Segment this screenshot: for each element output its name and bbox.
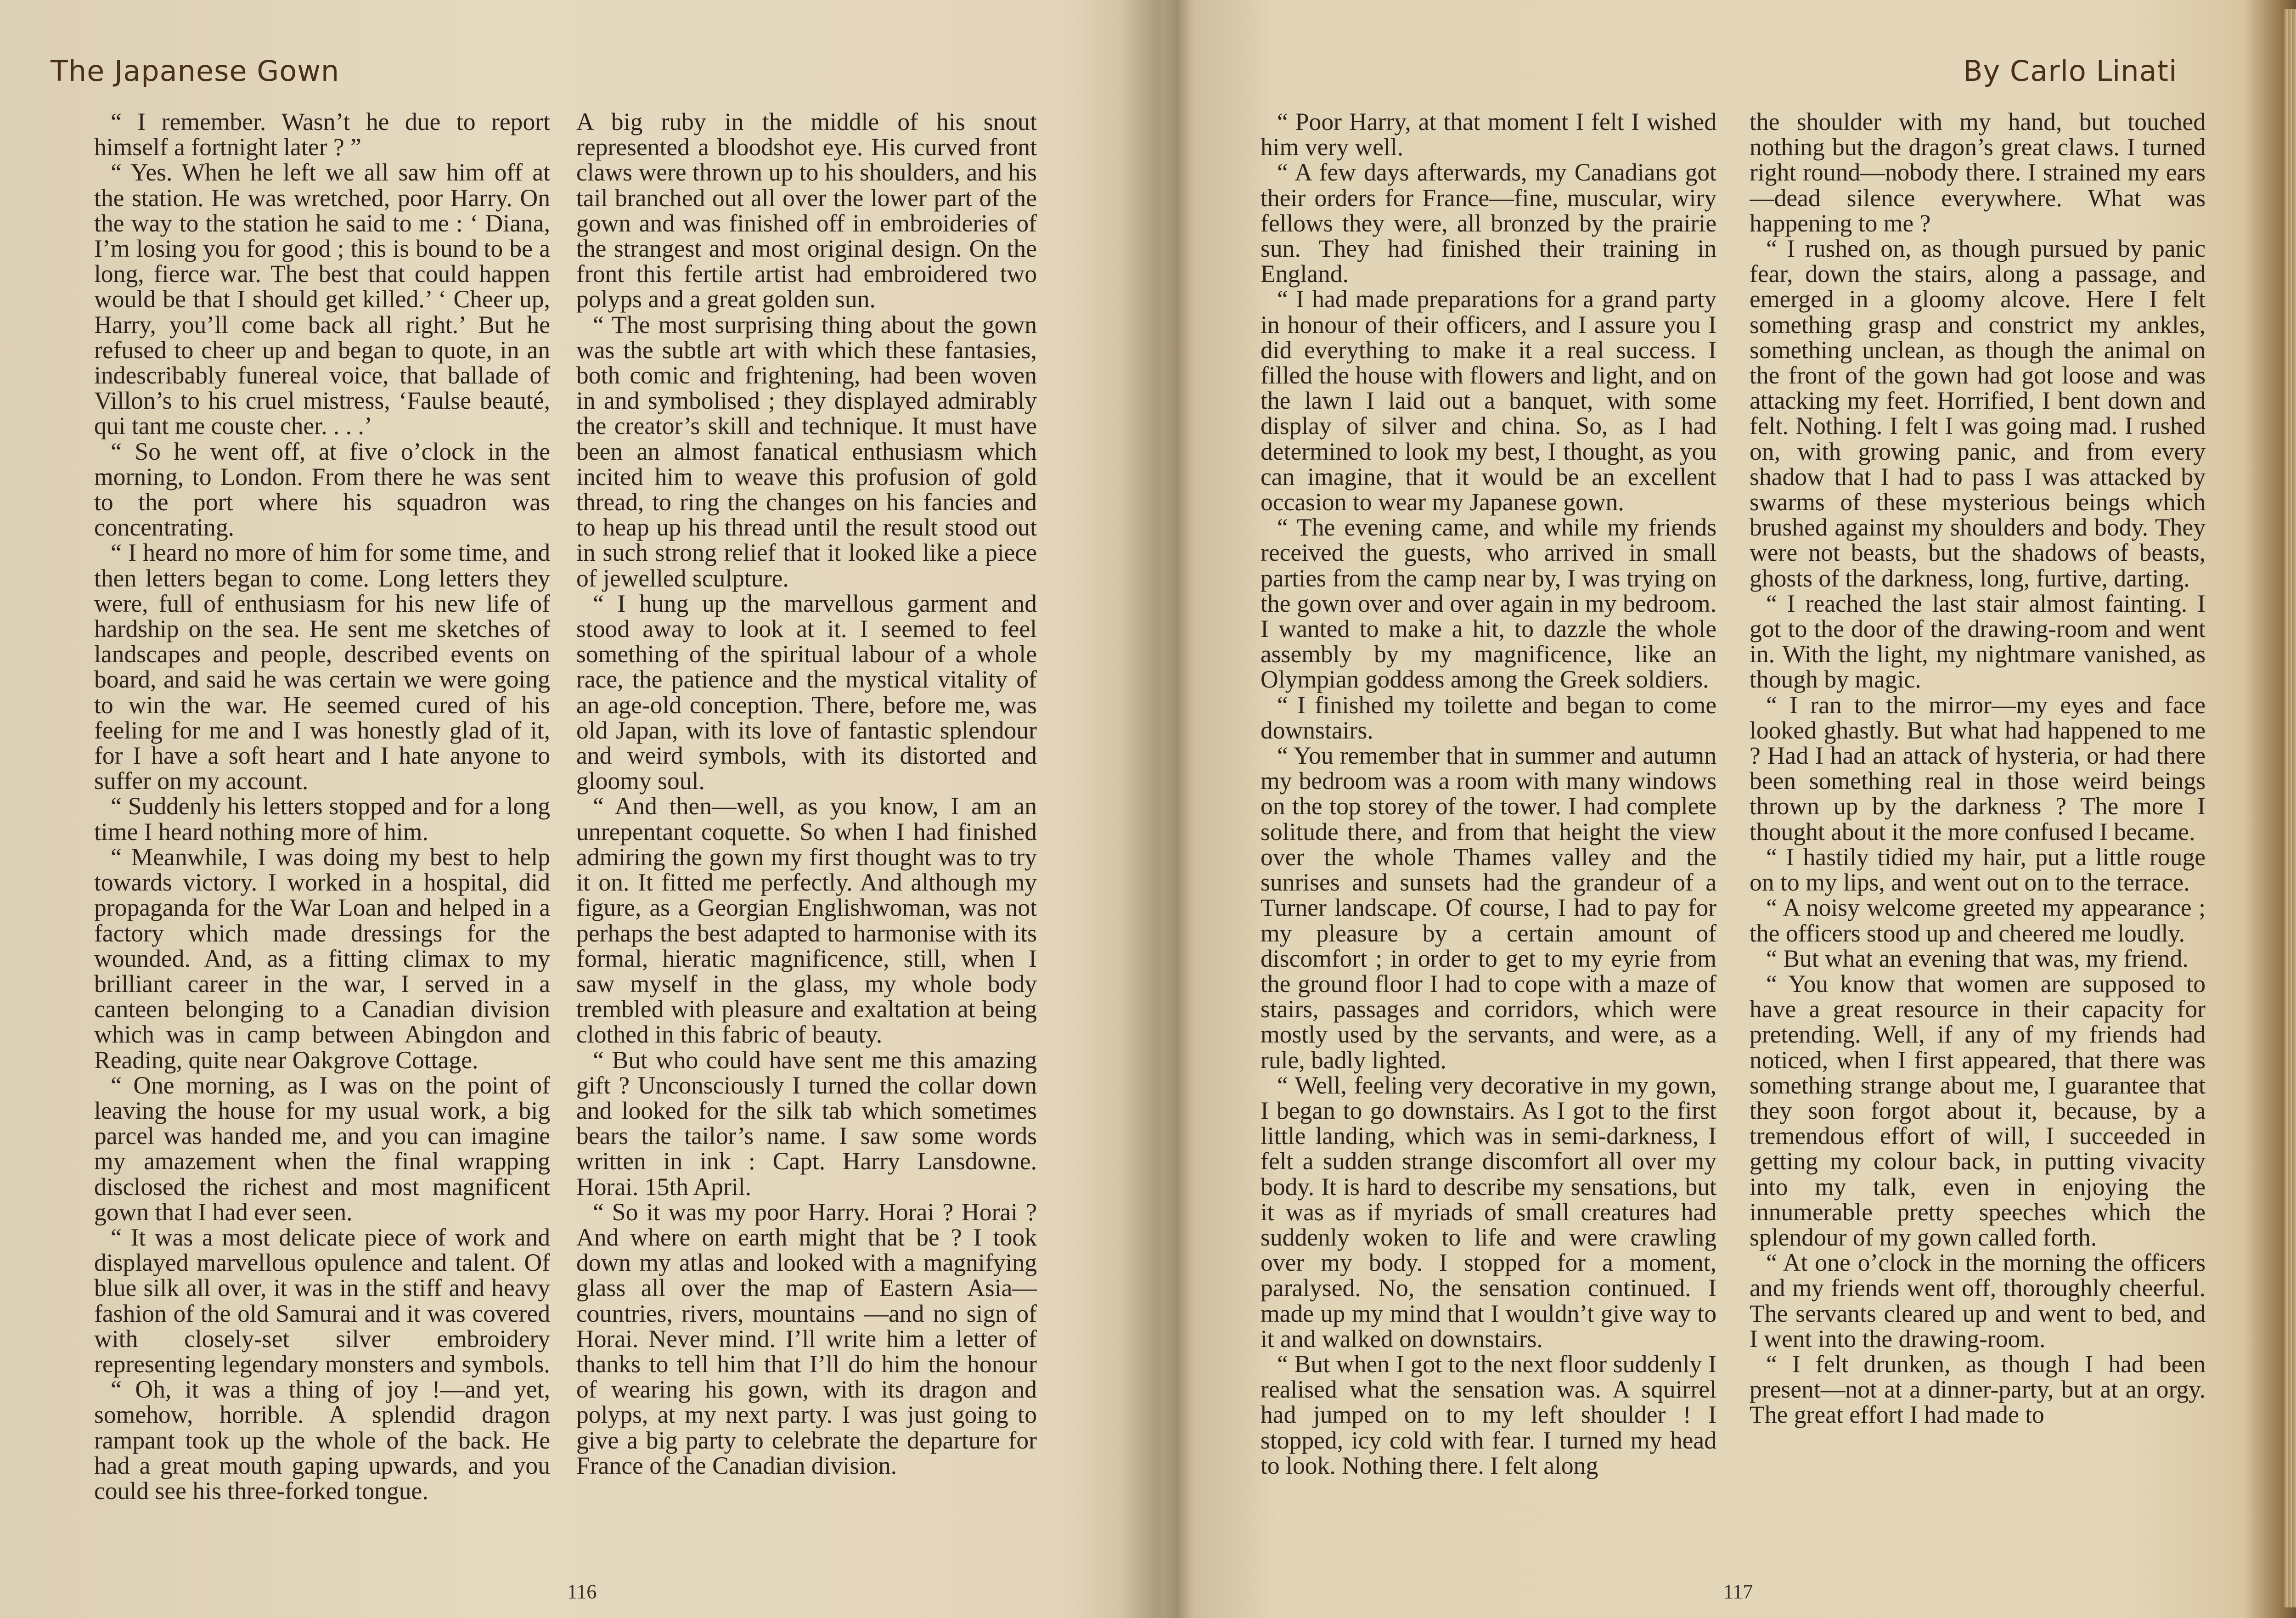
paragraph: “ It was a most delicate piece of work and displayed marvellous opulence and talent. Of blue silk all over, it was in the stiff and heavy fashion of the old Samurai and it was covered with closely-set silver embroidery representing legendary monsters and symbols. (94, 1223, 550, 1378)
paragraph: “ The evening came, and while my friends received the guests, who arrived in small parties from the camp near by, I was trying on the gown over and over again in my bedroom. I wanted to make a hit, to dazzle the whole assembly by my magnificence, like an Olympian goddess among the Greek soldiers. (1261, 513, 1716, 693)
paragraph: “ Well, feeling very decorative in my gown, I began to go downstairs. As I got to the first little landing, which was in semi-darkness, I felt a sudden strange discomfort all over my body. It is hard to describe my sensations, but it was as if myriads of small creatures had suddenly woken to life and were crawling over my body. I stopped for a moment, paralysed. No, the sensation continued. I made up my mind that I wouldn’t give way to it and walked on downstairs. (1261, 1071, 1716, 1353)
paragraph: “ I finished my toilette and began to come downstairs. (1261, 691, 1716, 744)
page-number-left: 116 (567, 1580, 597, 1603)
paragraph: “ I hastily tidied my hair, put a little rouge on to my lips, and went out on to the terrace. (1750, 843, 2206, 896)
paragraph: “ I remember. Wasn’t he due to report himself a fortnight later ? ” (94, 109, 550, 161)
paragraph: “ One morning, as I was on the point of leaving the house for my usual work, a big parcel was handed me, and you can imagine my amazement when the final wrapping disclosed the richest and most magnificent gown that I had ever seen. (94, 1071, 550, 1226)
paragraph: “ But what an evening that was, my friend. (1766, 944, 2189, 972)
paragraph: “ You know that women are supposed to have a great resource in their capacity for pretending. Well, if any of my friends had noticed, when I first appeared, that there was something strange about me, I guarantee that they soon forgot about it, because, by a tremendous effort of will, I succeeded in getting my colour back, in putting vivacity into my talk, even in enjoying the innumerable pretty speeches which the splendour of my gown called forth. (1750, 970, 2206, 1251)
paragraph: the shoulder with my hand, but touched nothing but the dragon’s great claws. I turned right round—nobody there. I strained my ears—dead silence everywhere. What was happening to me ? (1750, 109, 2206, 237)
paragraph: “ I felt drunken, as though I had been present—not at a dinner-party, but at an orgy. The great effort I had made to (1750, 1350, 2206, 1429)
text-column-2 (576, 109, 1037, 1570)
paragraph: “ A noisy welcome greeted my appearance ; the officers stood up and cheered me loudly. (1750, 894, 2206, 947)
paragraph: “ But when I got to the next floor suddenly I realised what the sensation was. A squirrel had jumped on to my left shoulder ! I stopped, icy cold with fear. I turned my head to look. Nothing there. I felt along (1261, 1350, 1716, 1479)
paragraph: “ I heard no more of him for some time, and then letters began to come. Long letters they were, full of enthusiasm for his new life of hardship on the sea. He sent me sketches of landscapes and people, described events on board, and said he was certain we were going to win the war. He seemed cured of his feeling for me and I was honestly glad of it, for I have a soft heart and I hate anyone to suffer on my account. (94, 539, 550, 795)
paragraph: “ At one o’clock in the morning the officers and my friends went off, thoroughly cheerful. The servants cleared up and went to bed, and I went into the drawing-room. (1750, 1249, 2206, 1353)
paragraph: “ So he went off, at five o’clock in the morning, to London. From there he was sent to the port where his squadron was concentrating. (94, 437, 550, 541)
paragraph: “ But who could have sent me this amazing gift ? Unconsciously I turned the collar down and looked for the silk tab which sometimes bears the tailor’s name. I saw some words written in ink : Capt. Harry Lansdowne. Horai. 15th April. (576, 1046, 1037, 1201)
paragraph: “ The most surprising thing about the gown was the subtle art with which these fantasies, both comic and frightening, had been woven in and symbolised ; they displayed admirably the creator’s skill and technique. It must have been an almost fanatical enthusiasm which incited him to weave this profusion of gold thread, to ring the changes on his fancies and to heap up his thread until the result stood out in such strong relief that it looked like a piece of jewelled sculpture. (576, 310, 1037, 592)
text-column-3 (1261, 109, 1716, 1570)
paragraph: “ A few days afterwards, my Canadians got their orders for France—fine, muscular, wiry fellows they were, all bronzed by the prairie sun. They had finished their training in England. (1261, 158, 1716, 288)
paragraph: “ I ran to the mirror—my eyes and face looked ghastly. But what had happened to me ? Had I had an attack of hysteria, or had there been something real in those weird beings thrown up by the darkness ? The more I thought about it the more confused I became. (1750, 691, 2206, 846)
paragraph: “ Poor Harry, at that moment I felt I wished him very well. (1261, 109, 1716, 161)
paragraph: “ Meanwhile, I was doing my best to help towards victory. I worked in a hospital, did propaganda for the War Loan and helped in a factory which made dressings for the wounded. And, as a fitting climax to my brilliant career in the war, I served in a canteen belonging to a Canadian division which was in camp between Abingdon and Reading, quite near Oakgrove Cottage. (94, 843, 550, 1074)
paragraph: “ And then—well, as you know, I am an unrepentant coquette. So when I had finished admiring the gown my first thought was to try it on. It fitted me perfectly. And although my figure, as a Georgian Englishwoman, was not perhaps the best adapted to harmonise with its formal, hieratic magnificence, still, when I saw myself in the glass, my whole body trembled with pleasure and exaltation at being clothed in this fabric of beauty. (576, 792, 1037, 1049)
paragraph: “ Oh, it was a thing of joy !—and yet, somehow, horrible. A splendid dragon rampant took up the whole of the back. He had a great mouth gaping upwards, and you could see his three-forked tongue. (94, 1376, 550, 1505)
paragraph: “ You remember that in summer and autumn my bedroom was a room with many windows on the top storey of the tower. I had complete solitude there, and from that height the view over the whole Thames valley and the sunrises and sunsets had the grandeur of a Turner landscape. Of course, I had to pay for my pleasure by a certain amount of discomfort ; in order to get to my eyrie from the ground floor I had to cope with a maze of stairs, passages and corridors, which were mostly used by the servants, and were, as a rule, badly lighted. (1261, 742, 1716, 1074)
book-gutter (1120, 0, 1189, 1618)
paragraph: “ I reached the last stair almost fainting. I got to the door of the drawing-room and went in. With the light, my nightmare vanished, as though by magic. (1750, 589, 2206, 693)
paragraph: A big ruby in the middle of his snout represented a bloodshot eye. His curved front claws were thrown up to his shoulders, and his tail branched out all over the lower part of the gown and was finished off in embroideries of the strangest and most original design. On the front this fertile artist had embroidered two polyps and a great golden sun. (576, 109, 1037, 313)
paragraph: “ I hung up the marvellous garment and stood away to look at it. I seemed to feel something of the spiritual labour of a whole race, the patience and the mystical vitality of an age-old conception. There, before me, was old Japan, with its love of fantastic splendour and weird symbols, with its distorted and gloomy soul. (576, 589, 1037, 795)
running-head-right: By Carlo Linati (1963, 54, 2178, 88)
paragraph: “ So it was my poor Harry. Horai ? Horai ? And where on earth might that be ? I took down my atlas and looked with a magnifying glass all over the map of Eastern Asia—countries, rivers, mountains —and no sign of Horai. Never mind. I’ll write him a letter of thanks to tell him that I’ll do him the honour of wearing his gown, with its dragon and polyps, at my next party. I was just going to give a big party to celebrate the departure for France of the Canadian division. (576, 1198, 1037, 1479)
running-head-left: The Japanese Gown (51, 54, 340, 88)
paragraph: “ I had made preparations for a grand party in honour of their officers, and I assure you I did everything to make it a real success. I filled the house with flowers and light, and on the lawn I laid out a banquet, with some display of silver and china. So, as I had determined to look my best, I thought, as you can imagine, that it would be an excellent occasion to wear my Japanese gown. (1261, 285, 1716, 516)
page-number-right: 117 (1723, 1580, 1753, 1603)
paragraph: “ I rushed on, as though pursued by panic fear, down the stairs, along a passage, and emerged in a gloomy alcove. Here I felt something grasp and constrict my ankles, something unclean, as though the animal on the front of the gown had got loose and was attacking my feet. Horrified, I bent down and felt. Nothing. I felt I was going mad. I rushed on, with growing panic, and from every shadow that I had to pass I was attacked by swarms of these mysterious beings which brushed against my shoulders and body. They were not beasts, but the shadows of beasts, ghosts of the darkness, long, furtive, darting. (1750, 235, 2206, 592)
paragraph: “ Yes. When he left we all saw him off at the station. He was wretched, poor Harry. On the way to the station he said to me : ‘ Diana, I’m losing you for good ; this is bound to be a long, fierce war. The best that could happen would be that I should get killed.’ ‘ Cheer up, Harry, you’ll come back all right.’ But he refused to cheer up and began to quote, in an indescribably funereal voice, that ballade of Villon’s to his cruel mistress, ‘Faulse beauté, qui tant me couste cher. . . .’ (94, 158, 550, 440)
text-column-4 (1750, 109, 2206, 1570)
text-column-1 (94, 109, 550, 1570)
page-edges (2285, 9, 2296, 1607)
paragraph: “ Suddenly his letters stopped and for a long time I heard nothing more of him. (94, 792, 550, 846)
